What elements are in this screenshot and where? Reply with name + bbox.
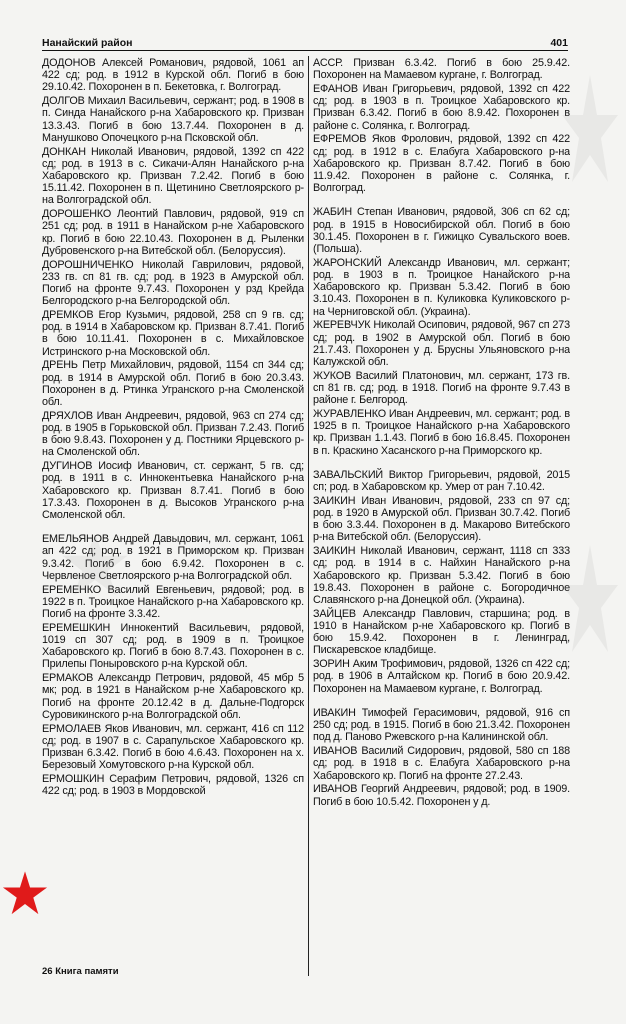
entry-text: Петр Михайлович, рядовой, 1154 сп 344 сд; род. в 1914 в Амурской обл. Погиб в бою 20.3.43. Похоронен в д. Ртинка Угранского р-на Смоленской обл. xyxy=(42,359,304,409)
entry-surname: ЕМЕЛЬЯНОВ xyxy=(42,533,109,546)
entry-text: Аким Трофимович, рядовой, 1326 сп 422 сд; род. в 1906 в Алтайском кр. Погиб в бою 20.9.42. Похоронен на Мамаевом кургане, г. Волгоград. xyxy=(313,658,570,695)
memorial-entry xyxy=(313,783,570,807)
left-column xyxy=(42,57,304,977)
memorial-entry xyxy=(313,608,570,657)
entry-text: Георгий Андреевич, рядовой; род. в 1909. Погиб в бою 10.5.42. Похоронен у д. xyxy=(313,783,570,808)
entry-text: Яков Фролович, рядовой, 1392 сп 422 сд; род. в 1912 в с. Елабуга Хабаровского р-на Хабаровского кр. Призван 8.7.42. Погиб в бою 11.9.42. Похоронен в районе с. Солянка, г. Волгоград. xyxy=(313,133,570,195)
entry-surname: ЗОРИН xyxy=(313,658,350,671)
entry-text: Иван Иванович, рядовой, 233 сп 97 сд; род. в 1920 в Амурской обл. Призван 30.7.42. Погиб в бою 3.3.44. Похоронен в д. Макарово Витебского р-на Витебской обл. (Белоруссия). xyxy=(313,494,570,544)
entry-text: Иван Андреевич, мл. сержант; род. в 1925 в п. Троицкое Нанайского р-на Хабаровского кр. Призван 1.1.43. Погиб в бою 16.8.45. Похоронен в п. Краскино Хасанского р-на Приморского кр. xyxy=(313,408,570,457)
memorial-entry xyxy=(313,206,570,255)
entry-surname: ЕРМАКОВ xyxy=(42,672,94,685)
memorial-entry xyxy=(313,745,570,782)
memorial-entry xyxy=(42,410,304,459)
entry-text: Василий Евгеньевич, рядовой; род. в 1922 в п. Троицкое Нанайского р-на Хабаровского кр. Погиб на фронте 3.3.42. xyxy=(42,583,304,621)
entry-surname: ЕФРЕМОВ xyxy=(313,133,367,146)
memorial-entry xyxy=(313,257,570,318)
entry-surname: ДРЕМКОВ xyxy=(42,309,94,322)
memorial-entry xyxy=(42,95,304,144)
memorial-entry xyxy=(42,460,304,521)
entry-surname: ЖУРАВЛЕНКО xyxy=(313,408,386,421)
page-footer: 26 Книга памяти xyxy=(42,966,119,977)
memorial-entry xyxy=(42,773,304,797)
entry-surname: ИВАКИН xyxy=(313,706,356,719)
memorial-entry xyxy=(42,533,304,582)
entry-text: Николай Гаврилович, рядовой, 233 гв. сп 81 гв. сд; род. в 1923 в Амурской обл. Погиб на фронте 9.7.43. Похоронен у рзд Крейда Белгородского р-на Белгородской обл. xyxy=(42,258,304,308)
right-column xyxy=(313,57,570,977)
entry-text: Алексей Романович, рядовой, 1061 ап 422 сд; род. в 1912 в Курской обл. Погиб в бою 29.10.42. Похоронен в п. Бекетовка, г. Волгоград. xyxy=(42,57,304,94)
entry-surname: ДОРОШЕНКО xyxy=(42,208,112,221)
entry-text: Александр Петрович, рядовой, 45 мбр 5 мк; род. в 1921 в Нанайском р-не Хабаровского кр. Погиб на фронте 20.12.42 в д. Дальне-Подгорск Суровикинского р-на Волгоградской обл. xyxy=(42,672,304,721)
memorial-entry xyxy=(313,319,570,368)
memorial-entry xyxy=(42,723,304,772)
memorial-entry xyxy=(313,83,570,132)
memorial-entry xyxy=(313,658,570,695)
entry-text: Иван Григорьевич, рядовой, 1392 сп 422 сд; род. в 1903 в п. Троицкое Хабаровского кр. Призван 6.3.42. Погиб в бою 8.9.42. Похоронен в районе с. Солянка, г. Волгоград. xyxy=(313,83,570,132)
page-number: 401 xyxy=(550,37,568,49)
entry-surname: ЖЕРЕВЧУК xyxy=(313,319,371,332)
entry-surname: ЖАБИН xyxy=(313,206,353,219)
entry-text: Николай Иванович, рядовой, 1392 сп 422 сд; род. в 1913 в с. Сикачи-Алян Нанайского р-на Хабаровского кр. Призван 7.2.42. Погиб в бою 15.11.42. Похоронен в п. Щетинино Светлоярского р-на Волгоградской обл. xyxy=(42,145,304,207)
entry-text: АССР. Призван 6.3.42. Погиб в бою 25.9.42. Похоронен на Мамаевом кургане, г. Волгоград. xyxy=(313,57,570,82)
memorial-entry xyxy=(313,133,570,194)
entry-text: Тимофей Герасимович, рядовой, 916 сп 250 сд; род. в 1915. Погиб в бою 21.3.42. Похоронен под д. Паново Ржевского р-на Калининской обл. xyxy=(313,706,570,744)
entry-text: Александр Павлович, старшина; род. в 1910 в Нанайском р-не Хабаровского кр. Погиб в бою 15.9.42. Похоронен в г. Ленинград, Пискаревское кладбище. xyxy=(313,607,570,657)
entry-surname: ДОНКАН xyxy=(42,145,86,158)
memorial-entry xyxy=(313,57,570,81)
memorial-entry xyxy=(313,370,570,407)
entry-surname: ЕРЕМЕШКИН xyxy=(42,621,111,634)
memorial-entry xyxy=(313,469,570,493)
entry-text: Василий Сидорович, рядовой, 580 сп 188 сд; род. в 1918 в с. Елабуга Хабаровского р-на Хабаровского кр. Погиб на фронте 27.2.43. xyxy=(313,745,570,782)
entry-surname: ДОДОНОВ xyxy=(42,57,96,69)
memorial-entry xyxy=(42,622,304,671)
entry-text: Андрей Давыдович, мл. сержант, 1061 ап 422 сд; род. в 1921 в Приморском кр. Призван 9.3.42. Погиб в бою 6.9.42. Похоронен в с. Червленое Светлоярского р-на Волгоградской обл. xyxy=(42,533,304,582)
entry-text: Яков Иванович, мл. сержант, 416 сп 112 сд; род. в 1907 в с. Сарапульское Хабаровского кр. Призван 6.3.42. Погиб в бою 4.6.43. Похоронен на х. Березовый Хомутовского р-на Курской обл. xyxy=(42,722,304,772)
entry-surname: ЕРЕМЕНКО xyxy=(42,583,101,596)
column-divider xyxy=(308,56,309,976)
entry-surname: ДРЯХЛОВ xyxy=(42,409,93,422)
entry-text: Серафим Петрович, рядовой, 1326 сп 422 сд; род. в 1903 в Мордовской xyxy=(42,773,304,798)
memorial-entry xyxy=(42,359,304,408)
memorial-entry xyxy=(313,495,570,544)
entry-text: Виктор Григорьевич, рядовой, 2015 сп; род. в Хабаровском кр. Умер от ран 7.10.42. xyxy=(313,468,570,494)
entry-text: Александр Иванович, мл. сержант; род. в 1903 в п. Троицкое Нанайского р-на Хабаровского кр. Призван 5.3.42. Погиб в бою 3.10.43. Похоронен в п. Куликовка Куликовского р-на Черниговской обл. (Украина). xyxy=(313,256,570,318)
entry-text: Василий Платонович, мл. сержант, 173 гв. сп 81 гв. сд; род. в 1918. Погиб на фронте 9.7.43 в районе г. Белгород. xyxy=(313,369,570,407)
entry-surname: ЗАИКИН xyxy=(313,494,356,507)
entry-text: Николай Иванович, сержант, 1118 сп 333 сд; род. в 1914 в с. Найхин Нанайского р-на Хабаровского кр. Призван 5.3.42. Погиб в бою 19.8.43. Похоронен в районе с. Богородичное Славянского р-на Донецкой обл. (Украина). xyxy=(313,545,570,607)
entry-surname: ЖУКОВ xyxy=(313,369,352,382)
entry-surname: ЗАЙЦЕВ xyxy=(313,607,356,620)
page-header xyxy=(42,34,568,51)
entry-surname: ЖАРОНСКИЙ xyxy=(313,256,382,269)
memorial-entry xyxy=(42,259,304,308)
entry-surname: ИВАНОВ xyxy=(313,745,358,758)
entry-surname: ЕРМОШКИН xyxy=(42,773,105,786)
entry-surname: ДРЕНЬ xyxy=(42,359,78,372)
entry-surname: ДУГИНОВ xyxy=(42,460,93,473)
memorial-entry xyxy=(42,672,304,721)
entry-text: Николай Осипович, рядовой, 967 сп 273 сд; род. в 1902 в Амурской обл. Погиб в бою 21.7.43. Похоронен у д. Брусны Ульяновского р-на Калужской обл. xyxy=(313,319,570,369)
entry-surname: ИВАНОВ xyxy=(313,783,358,796)
memorial-entry xyxy=(42,57,304,94)
memorial-entry xyxy=(42,584,304,621)
entry-text: Иосиф Иванович, ст. сержант, 5 гв. сд; род. в 1911 в с. Иннокентьевка Нанайского р-на Хабаровского кр. Призван 8.7.41. Погиб в бою 17.3.43. Похоронен в д. Высоков Угранского р-на Смоленской обл. xyxy=(42,460,304,522)
memorial-entry xyxy=(42,208,304,257)
entry-surname: ЗАВАЛЬСКИЙ xyxy=(313,468,384,481)
entry-surname: ЕРМОЛАЕВ xyxy=(42,722,102,735)
entry-surname: ЕФАНОВ xyxy=(313,83,358,95)
memorial-entry xyxy=(42,146,304,207)
entry-surname: ДОРОШНИЧЕНКО xyxy=(42,258,134,271)
memorial-entry xyxy=(313,707,570,744)
entry-text: Егор Кузьмич, рядовой, 258 сп 9 гв. сд; род. в 1914 в Хабаровском кр. Призван 8.7.41. Погиб в бою 10.11.41. Похоронен в с. Михайловское Истринского р-на Московской обл. xyxy=(42,309,304,358)
entry-surname: ДОЛГОВ xyxy=(42,95,85,108)
memorial-entry xyxy=(42,309,304,358)
entry-text: Михаил Васильевич, сержант; род. в 1908 в п. Синда Нанайского р-на Хабаровского кр. Призван 13.3.43. Погиб в бою 13.7.44. Похоронен в д. Манушково Опочецкого р-на Псковской обл. xyxy=(42,95,304,144)
entry-text: Леонтий Павлович, рядовой, 919 сп 251 сд; род. в 1911 в Нанайском р-не Хабаровского кр. Погиб в бою 22.10.43. Похоронен в д. Рыленки Дубровенского р-на Витебской обл. (Белоруссия). xyxy=(42,208,304,257)
entry-surname: ЗАИКИН xyxy=(313,545,356,558)
page-title: Нанайский район xyxy=(42,37,133,49)
entry-text: Иван Андреевич, рядовой, 963 сп 274 сд; род. в 1905 в Горьковской обл. Призван 7.2.43. Погиб в бою 9.8.43. Похоронен у д. Постники Ярцевского р-на Смоленской обл. xyxy=(42,409,304,459)
memorial-entry xyxy=(313,545,570,606)
red-star-icon xyxy=(2,870,48,916)
entry-text: Степан Иванович, рядовой, 306 сп 62 сд; род. в 1915 в Новосибирской обл. Погиб в бою 30.1.45. Похоронен в г. Гижицко Сувальского воев. (Польша). xyxy=(313,206,570,256)
memorial-entry xyxy=(313,408,570,457)
entry-text: Иннокентий Васильевич, рядовой, 1019 сп 307 сд; род. в 1909 в п. Троицкое Хабаровского кр. Погиб в бою 8.7.43. Похоронен в с. Прилепы Поныровского р-на Курской обл. xyxy=(42,621,304,671)
